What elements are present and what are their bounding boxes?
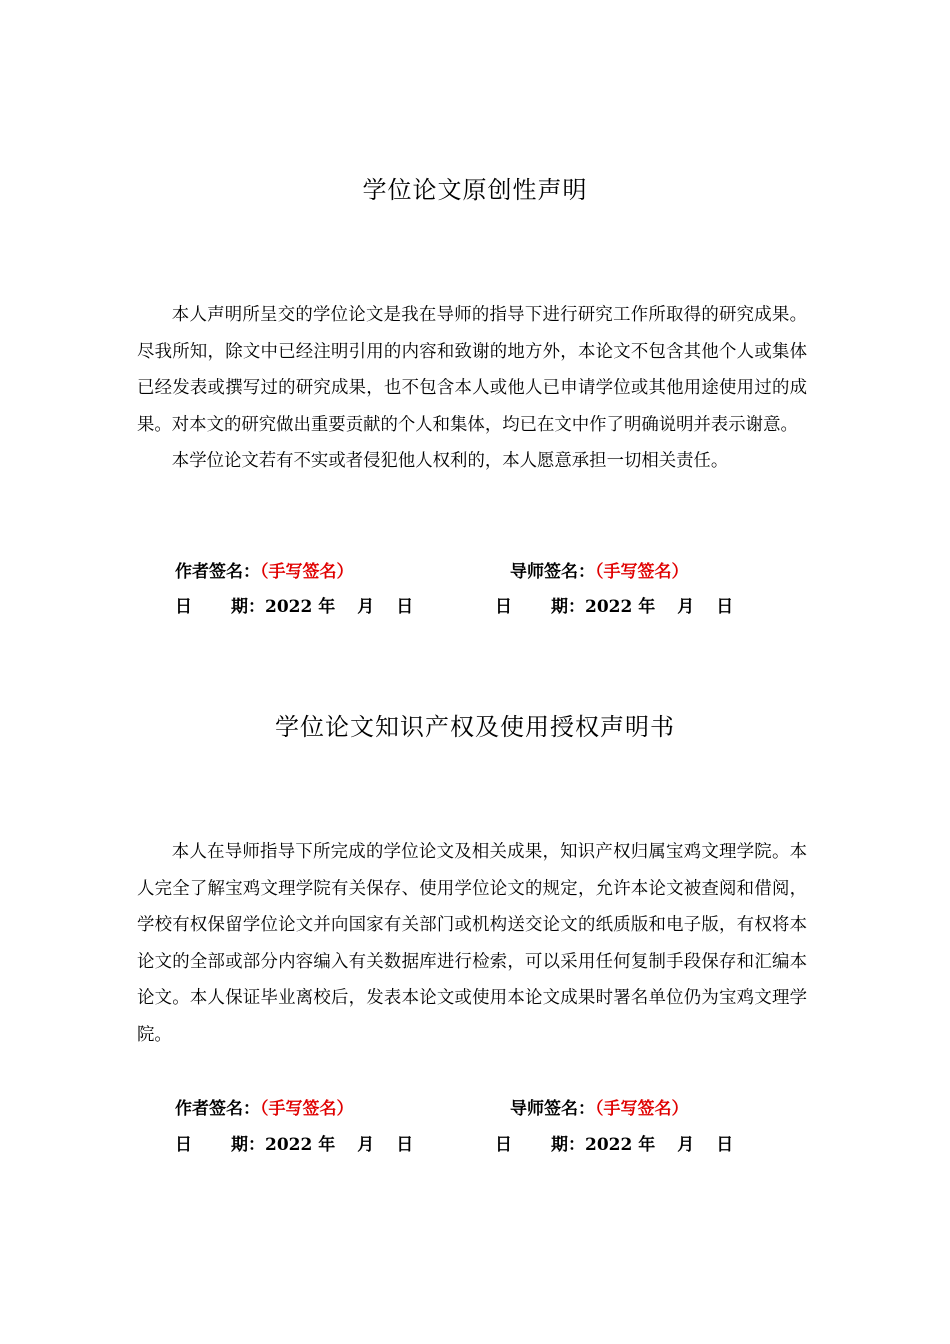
date-day: 日 <box>396 597 414 617</box>
date-label-char-1: 日 <box>495 597 512 617</box>
originality-declaration-body <box>137 297 807 480</box>
author-signature-line-1 <box>175 560 354 584</box>
date-year: 2022 年 <box>585 1135 656 1155</box>
date-day: 日 <box>716 597 734 617</box>
author-signature-placeholder: （手写签名） <box>260 562 354 582</box>
date-day: 日 <box>716 1135 734 1155</box>
date-day: 日 <box>396 1135 414 1155</box>
author-date-line-2 <box>175 1133 413 1157</box>
advisor-signature-line-2 <box>510 1097 689 1121</box>
date-label-char-1: 日 <box>495 1135 512 1155</box>
author-signature-placeholder: （手写签名） <box>260 1099 354 1119</box>
advisor-signature-placeholder: （手写签名） <box>595 1099 689 1119</box>
advisor-date-line-2 <box>495 1133 733 1157</box>
date-month: 月 <box>357 1135 375 1155</box>
date-month: 月 <box>677 1135 695 1155</box>
originality-declaration-title: 学位论文原创性声明 <box>362 176 588 204</box>
date-month: 月 <box>677 597 695 617</box>
date-label-char-2: 期： <box>231 1135 265 1155</box>
date-year: 2022 年 <box>265 597 336 617</box>
date-year: 2022 年 <box>585 597 656 617</box>
advisor-signature-label: 导师签名： <box>510 562 595 582</box>
originality-paragraph-2: 本学位论文若有不实或者侵犯他人权利的，本人愿意承担一切相关责任。 <box>171 451 729 471</box>
date-label-char-2: 期： <box>231 597 265 617</box>
author-signature-line-2 <box>175 1097 354 1121</box>
advisor-signature-label: 导师签名： <box>510 1099 595 1119</box>
ip-authorization-title: 学位论文知识产权及使用授权声明书 <box>275 713 675 741</box>
advisor-signature-placeholder: （手写签名） <box>595 562 689 582</box>
date-month: 月 <box>357 597 375 617</box>
date-year: 2022 年 <box>265 1135 336 1155</box>
date-label-char-2: 期： <box>551 597 585 617</box>
originality-paragraph-1: 本人声明所呈交的学位论文是我在导师的指导下进行研究工作所取得的研究成果。尽我所知，除文中已经注明引用的内容和致谢的地方外，本论文不包含其他个人或集体已经发表或撰写过的研究成果，也不包含本人或他人已申请学位或其他用途使用过的成果。对本文的研究做出重要贡献的个人和集体，均已在文中作了明确说明并表示谢意。 <box>137 305 807 435</box>
author-date-line-1 <box>175 595 413 619</box>
advisor-date-line-1 <box>495 595 733 619</box>
date-label-char-2: 期： <box>551 1135 585 1155</box>
author-signature-label: 作者签名： <box>175 1099 260 1119</box>
date-label-char-1: 日 <box>175 1135 192 1155</box>
advisor-signature-line-1 <box>510 560 689 584</box>
ip-authorization-body <box>137 834 807 1053</box>
date-label-char-1: 日 <box>175 597 192 617</box>
author-signature-label: 作者签名： <box>175 562 260 582</box>
ip-paragraph-1: 本人在导师指导下所完成的学位论文及相关成果，知识产权归属宝鸡文理学院。本人完全了解宝鸡文理学院有关保存、使用学位论文的规定，允许本论文被查阅和借阅，学校有权保留学位论文并向国家有关部门或机构送交论文的纸质版和电子版，有权将本论文的全部或部分内容编入有关数据库进行检索，可以采用任何复制手段保存和汇编本论文。本人保证毕业离校后，发表本论文或使用本论文成果时署名单位仍为宝鸡文理学院。 <box>137 842 807 1045</box>
